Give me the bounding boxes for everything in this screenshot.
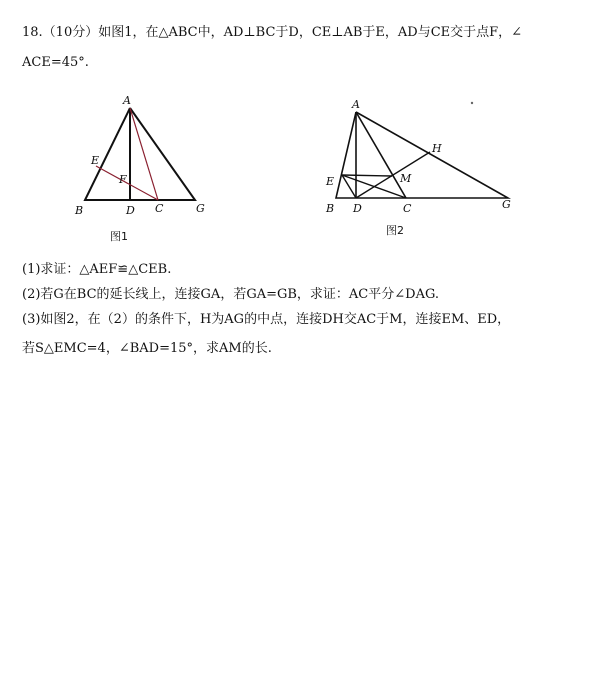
fig2-label-e: E xyxy=(326,175,335,188)
fig1-label-c: C xyxy=(155,202,164,215)
fig2-label-d: D xyxy=(353,202,362,215)
fig1-label-g: G xyxy=(196,202,205,215)
fig1-label-d: D xyxy=(126,204,135,217)
fig2-label-h: H xyxy=(432,142,442,155)
fig2-label-a: A xyxy=(352,98,360,111)
question-1: (1)求证：△AEF≌△CEB. xyxy=(22,262,172,277)
fig2-label-m: M xyxy=(400,172,412,185)
fig1-label-a: A xyxy=(123,94,131,107)
question-2: (2)若G在BC的延长线上，连接GA，若GA=GB，求证：AC平分∠DAG. xyxy=(22,287,440,302)
segment-ed xyxy=(342,175,356,198)
problem-statement-line-2: ACE=45°. xyxy=(22,55,89,70)
fig1-label-e: E xyxy=(91,154,100,167)
question-3-line-1: (3)如图2，在（2）的条件下，H为AG的中点，连接DH交AC于M，连接EM、ED， xyxy=(22,312,511,327)
segment-em xyxy=(342,175,392,176)
fig2-label-b: B xyxy=(326,202,335,215)
figure-1 xyxy=(74,94,205,243)
figure-2 xyxy=(325,98,511,237)
segment-ac xyxy=(130,108,158,200)
fig2-caption: 图2 xyxy=(386,224,404,237)
fig1-label-b: B xyxy=(75,204,84,217)
triangle-abg xyxy=(85,108,195,200)
fig2-label-g: G xyxy=(502,198,511,211)
segment-ac-2 xyxy=(356,112,406,198)
speck xyxy=(471,102,473,104)
fig2-label-c: C xyxy=(403,202,412,215)
fig1-label-f: F xyxy=(119,173,127,186)
question-3-line-2: 若S△EMC=4，∠BAD=15°，求AM的长. xyxy=(22,341,272,356)
problem-statement-line-1: 18.（10分）如图1，在△ABC中，AD⊥BC于D，CE⊥AB于E，AD与CE交于点F，∠ xyxy=(22,25,523,40)
triangle-abg-2 xyxy=(336,112,508,198)
fig1-caption: 图1 xyxy=(110,230,128,243)
